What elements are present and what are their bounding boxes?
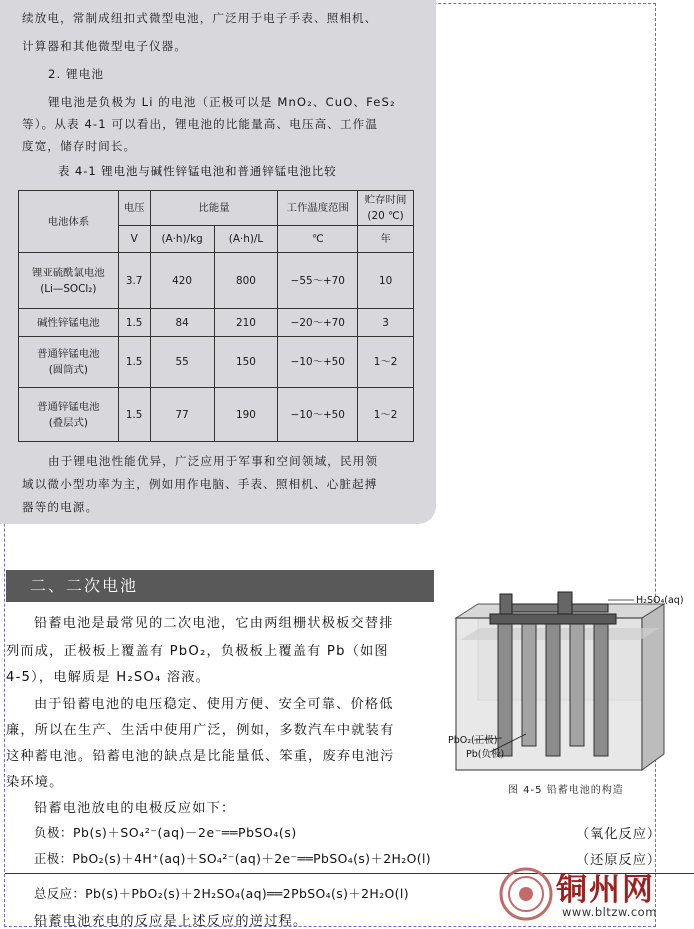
- body-line: 列而成，正极板上覆盖有 PbO₂，负极板上覆盖有 Pb（如图: [6, 644, 389, 659]
- watermark-seal-icon: [498, 866, 554, 922]
- reading-subheading: 2. 锂电池: [48, 67, 105, 81]
- reading-line: 锂电池是负极为 Li 的电池（正极可以是 MnO₂、CuO、FeS₂: [48, 95, 396, 109]
- body-line: 铅蓄电池放电的电极反应如下：: [34, 801, 236, 816]
- label-positive-plate: PbO₂(正极): [448, 735, 498, 746]
- equation-total: 总反应：Pb(s)＋PbO₂(s)＋2H₂SO₄(aq)══2PbSO₄(s)＋2H₂O(l): [34, 886, 409, 901]
- watermark-name: 铜州网: [556, 872, 655, 908]
- body-line: 廉，所以在生产、生活中使用广泛，例如，多数汽车中就装有: [6, 723, 395, 738]
- header-temp: 工作温度范围: [278, 191, 358, 226]
- table-row: 普通锌锰电池 (叠层式) 1.5 77 190 −10～+50 1～2: [19, 388, 414, 442]
- reading-line: 由于锂电池性能优异，广泛应用于军事和空间领域，民用领: [48, 454, 379, 468]
- equation-negative: 负极：Pb(s)＋SO₄²⁻(aq)－2e⁻══PbSO₄(s): [34, 825, 297, 840]
- reading-line: 计算器和其他微型电子仪器。: [22, 39, 188, 53]
- header-system: 电池体系: [19, 191, 119, 253]
- body-line: 这种蓄电池。铅蓄电池的缺点是比能量低、笨重，废弃电池污: [6, 749, 395, 764]
- label-negative-plate: Pb(负极): [466, 749, 505, 760]
- header-temp-unit: ℃: [278, 226, 358, 253]
- reading-line: 域以微小型功率为主，例如用作电脑、手表、照相机、心脏起搏: [22, 477, 378, 491]
- figure-caption: 图 4-5 铅蓄电池的构造: [508, 785, 624, 796]
- lead-battery-illustration: [438, 584, 684, 774]
- site-watermark: [498, 860, 694, 929]
- header-energy-kg: (A·h)/kg: [150, 226, 214, 253]
- reading-line: 器等的电源。: [22, 500, 99, 514]
- header-energy-l: (A·h)/L: [214, 226, 278, 253]
- equation-tag: （氧化反应）: [576, 827, 662, 842]
- comparison-table: [18, 190, 414, 442]
- header-storage-unit: 年: [358, 226, 414, 253]
- equation-tag: （还原反应）: [576, 853, 662, 868]
- header-voltage-unit: V: [118, 226, 150, 253]
- reading-box: [0, 0, 436, 524]
- reading-line: 度宽，储存时间长。: [22, 139, 137, 153]
- battery-figure: [438, 584, 684, 774]
- equation-positive: 正极：PbO₂(s)＋4H⁺(aq)＋SO₄²⁻(aq)＋2e⁻══PbSO₄(s)＋2H₂O(l): [34, 851, 432, 866]
- header-voltage: 电压: [118, 191, 150, 226]
- body-line: 4-5），电解质是 H₂SO₄ 溶液。: [6, 670, 211, 685]
- table-row: 碱性锌锰电池 1.5 84 210 −20～+70 3: [19, 309, 414, 337]
- body-line: 铅蓄电池充电的反应是上述反应的逆过程。: [34, 914, 308, 929]
- header-energy: 比能量: [150, 191, 278, 226]
- reading-line: 续放电，常制成纽扣式微型电池，广泛用于电子手表、照相机、: [22, 11, 378, 25]
- body-line: 铅蓄电池是最常见的二次电池，它由两组栅状极板交替排: [34, 616, 394, 631]
- table-row: 普通锌锰电池 (圆筒式) 1.5 55 150 −10～+50 1～2: [19, 337, 414, 388]
- label-electrolyte: H₂SO₄(aq): [636, 595, 684, 606]
- table-row: 锂亚硫酰氯电池 (Li—SOCl₂) 3.7 420 800 −55～+70 10: [19, 253, 414, 309]
- section-title: 二、二次电池: [6, 570, 434, 602]
- watermark-url: www.bltzw.com: [562, 905, 657, 919]
- header-storage: 贮存时间 (20 ℃): [358, 191, 414, 226]
- body-line: 染环境。: [6, 775, 64, 790]
- table-caption: 表 4-1 锂电池与碱性锌锰电池和普通锌锰电池比较: [58, 164, 337, 178]
- reading-line: 等）。从表 4-1 可以看出，锂电池的比能量高、电压高、工作温: [22, 117, 379, 131]
- body-line: 由于铅蓄电池的电压稳定、使用方便、安全可靠、价格低: [34, 697, 394, 712]
